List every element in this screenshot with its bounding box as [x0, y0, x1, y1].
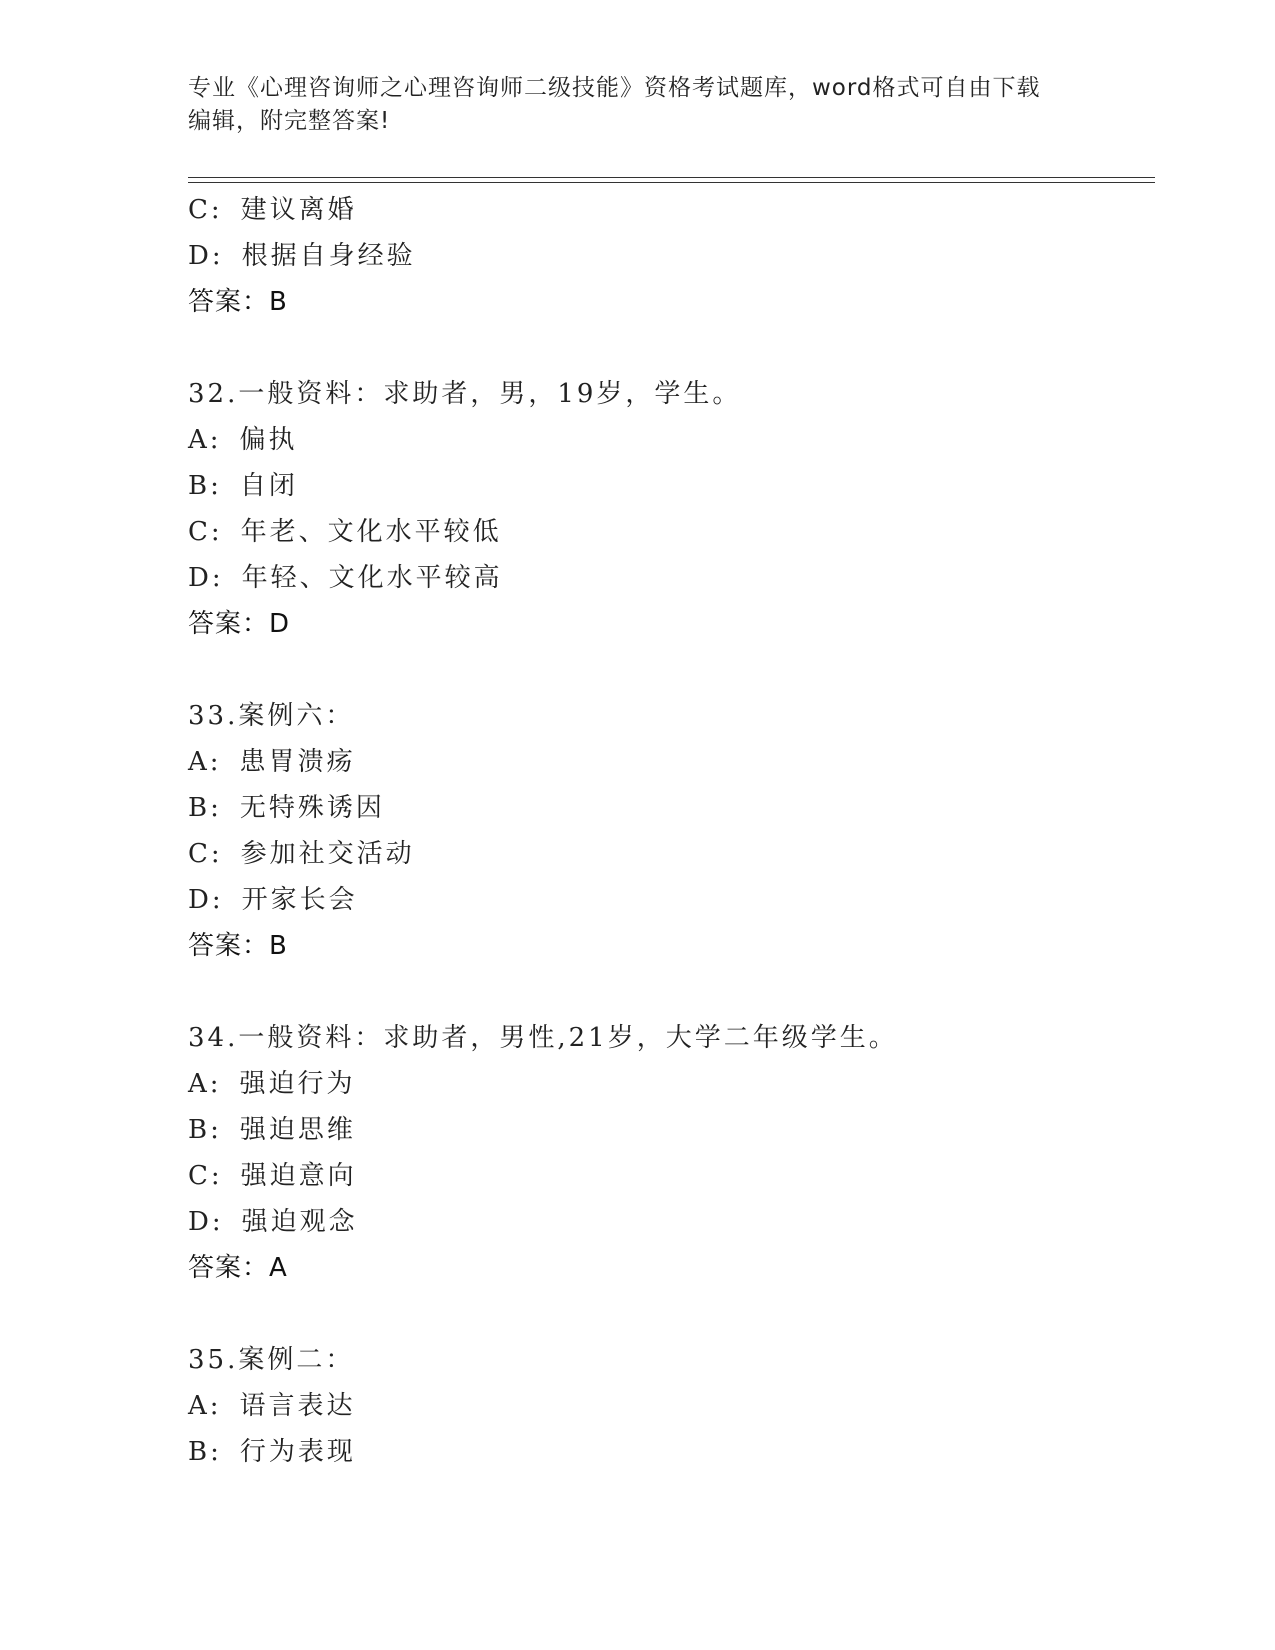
option-text: 语言表达 [239, 1391, 356, 1421]
option-text: 年轻、文化水平较高 [241, 563, 503, 593]
option-text: 强迫思维 [239, 1115, 356, 1145]
spacer [188, 647, 1148, 693]
spacer [188, 969, 1148, 1015]
option-letter: D: [188, 563, 224, 593]
option-a [188, 1061, 1148, 1107]
question-stem: 35.案例二： [188, 1345, 355, 1375]
option-text: 行为表现 [239, 1437, 356, 1467]
option-text: 自闭 [239, 471, 298, 501]
spacer [188, 1291, 1148, 1337]
option-c [188, 1153, 1148, 1199]
answer-line: 答案：B [188, 931, 288, 961]
option-text: 强迫观念 [241, 1207, 358, 1237]
answer-line: 答案：D [188, 609, 291, 639]
option-d [188, 877, 1148, 923]
option-text: 无特殊诱因 [239, 793, 385, 823]
option-text: 根据自身经验 [241, 241, 416, 271]
question-list [188, 187, 1148, 1475]
option-text: 参加社交活动 [240, 839, 415, 869]
option-letter: B: [188, 1115, 222, 1145]
option-text: 强迫行为 [239, 1069, 356, 1099]
option-text: 开家长会 [241, 885, 358, 915]
option-letter: B: [188, 1437, 222, 1467]
option-letter: D: [188, 241, 224, 271]
option-a [188, 739, 1148, 785]
option-text: 患胃溃疡 [239, 747, 356, 777]
option-b [188, 1107, 1148, 1153]
option-text: 强迫意向 [240, 1161, 357, 1191]
option-c [188, 509, 1148, 555]
document-header [188, 72, 1088, 138]
option-letter: C: [188, 839, 223, 869]
option-a [188, 417, 1148, 463]
option-d [188, 1199, 1148, 1245]
question-stem: 34.一般资料：求助者，男性,21岁，大学二年级学生。 [188, 1023, 898, 1053]
option-letter: C: [188, 195, 223, 225]
option-letter: D: [188, 885, 224, 915]
option-b [188, 785, 1148, 831]
option-c [188, 831, 1148, 877]
option-a [188, 1383, 1148, 1429]
question-stem: 32.一般资料：求助者，男，19岁，学生。 [188, 379, 742, 409]
option-text: 建议离婚 [240, 195, 357, 225]
answer-line: 答案：B [188, 287, 288, 317]
option-text: 偏执 [239, 425, 298, 455]
answer-line: 答案：A [188, 1253, 288, 1283]
option-letter: A: [188, 425, 222, 455]
option-letter: C: [188, 517, 223, 547]
option-letter: A: [188, 1069, 222, 1099]
option-text: 年老、文化水平较低 [240, 517, 502, 547]
header-line-2: 编辑，附完整答案! [188, 108, 391, 134]
spacer [188, 325, 1148, 371]
option-c [188, 187, 1148, 233]
option-letter: A: [188, 747, 222, 777]
option-d [188, 233, 1148, 279]
option-b [188, 1429, 1148, 1475]
option-letter: B: [188, 471, 222, 501]
option-letter: C: [188, 1161, 223, 1191]
option-letter: B: [188, 793, 222, 823]
option-d [188, 555, 1148, 601]
option-b [188, 463, 1148, 509]
question-stem: 33.案例六： [188, 701, 355, 731]
option-letter: D: [188, 1207, 224, 1237]
option-letter: A: [188, 1391, 222, 1421]
header-line-1: 专业《心理咨询师之心理咨询师二级技能》资格考试题库，word格式可自由下载 [188, 75, 1041, 101]
header-rule-top [188, 177, 1155, 178]
header-rule-bottom [188, 182, 1155, 183]
